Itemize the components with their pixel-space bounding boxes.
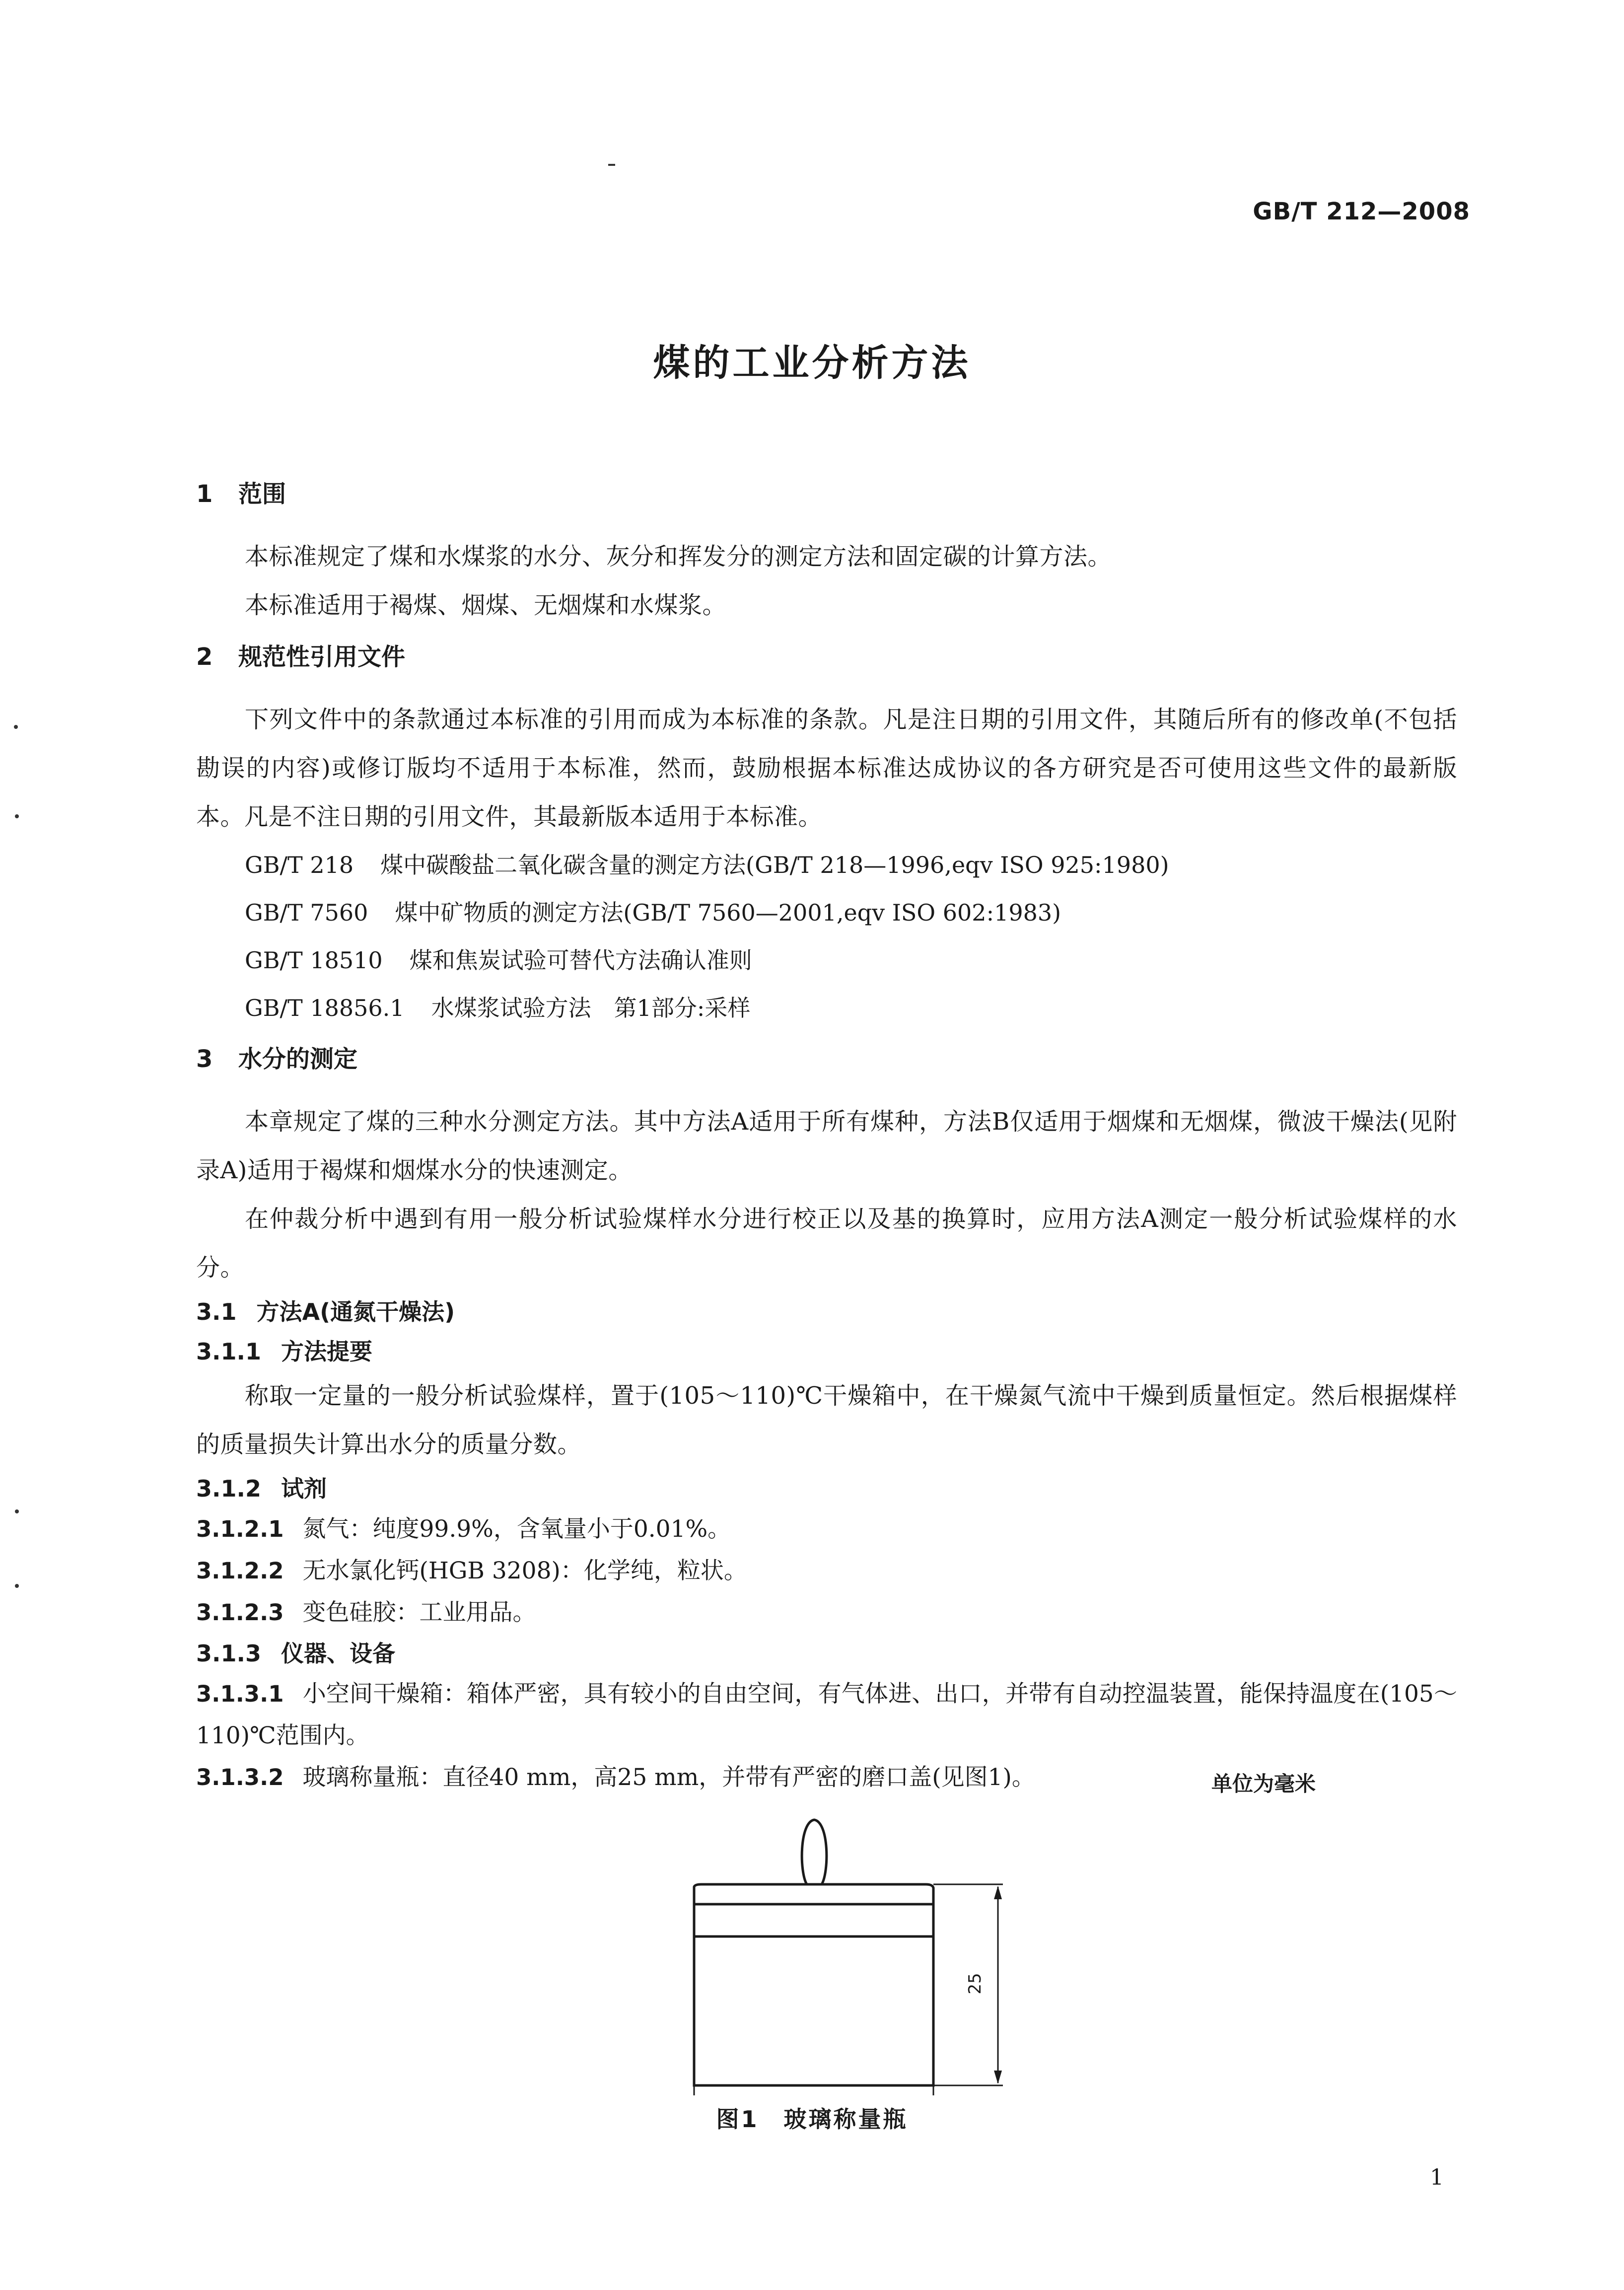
reference-item [196, 841, 1457, 889]
scan-speck [15, 1509, 19, 1513]
clause-number: 3.1.3.2 [196, 1764, 284, 1790]
clause-text: 玻璃称量瓶：直径40 mm，高25 mm，并带有严密的磨口盖(见图1)。 [302, 1764, 1035, 1791]
bottle-knob [802, 1820, 827, 1884]
page-number: 1 [1430, 2165, 1444, 2190]
clause-item [196, 1550, 1457, 1592]
reference-item [196, 936, 1457, 984]
subsection-title: 仪器、设备 [281, 1640, 395, 1667]
clause-number: 3.1.2.1 [196, 1516, 284, 1542]
paragraph: 下列文件中的条款通过本标准的引用而成为本标准的条款。凡是注日期的引用文件，其随后所有的修改单(不包括勘误的内容)或修订版均不适用于本标准，然而，鼓励根据本标准达成协议的各方研究是否可使用这些文件的最新版本。凡是不注日期的引用文件，其最新版本适用于本标准。 [196, 706, 1457, 831]
section-3-heading [196, 1042, 1457, 1076]
reference-item [196, 889, 1457, 936]
section-number: 3 [196, 1045, 213, 1073]
reference-code: GB/T 218 [245, 852, 354, 878]
reference-title: 煤中矿物质的测定方法(GB/T 7560—2001,eqv ISO 602:1983) [395, 899, 1061, 926]
section-title: 范围 [238, 480, 286, 508]
clause-text: 小空间干燥箱：箱体严密，具有较小的自由空间，有气体进、出口，并带有自动控温装置，能保持温度在(105～110)℃范围内。 [196, 1680, 1457, 1749]
reference-title: 煤中碳酸盐二氧化碳含量的测定方法(GB/T 218—1996,eqv ISO 925:1980) [380, 852, 1169, 878]
clause-number: 3.1.3.1 [196, 1681, 284, 1707]
subsection-title: 方法提要 [281, 1338, 372, 1365]
section-2-heading [196, 640, 1457, 674]
paragraph: 本标准规定了煤和水煤浆的水分、灰分和挥发分的测定方法和固定碳的计算方法。 [245, 543, 1112, 571]
subsection-heading [196, 1332, 1457, 1371]
paragraph: 称取一定量的一般分析试验煤样，置于(105～110)℃干燥箱中，在干燥氮气流中干燥到质量恒定。然后根据煤样的质量损失计算出水分的质量分数。 [196, 1382, 1457, 1458]
reference-code: GB/T 18856.1 [245, 995, 405, 1021]
section-number: 1 [196, 480, 213, 508]
clause-item [196, 1592, 1457, 1634]
reference-title: 水煤浆试验方法 第1部分:采样 [431, 995, 751, 1021]
subsection-title: 试剂 [281, 1475, 327, 1502]
clause-number: 3.1.2.2 [196, 1558, 284, 1584]
standard-code: GB/T 212—2008 [1253, 198, 1470, 225]
paragraph: 在仲裁分析中遇到有用一般分析试验煤样水分进行校正以及基的换算时，应用方法A测定一般分析试验煤样的水分。 [196, 1205, 1457, 1282]
document-title: 煤的工业分析方法 [653, 342, 971, 384]
reference-code: GB/T 18510 [245, 947, 383, 974]
subsection-heading [196, 1292, 1457, 1332]
section-title: 规范性引用文件 [238, 643, 406, 671]
section-number: 2 [196, 643, 213, 671]
height-dimension-label: 25 [965, 1973, 985, 1995]
figure-caption: 图1 玻璃称量瓶 [716, 2106, 908, 2133]
section-1-heading [196, 477, 1457, 511]
paragraph: 本标准适用于褐煤、烟煤、无烟煤和水煤浆。 [245, 591, 727, 619]
scan-speck [15, 814, 19, 818]
weighing-bottle-drawing [655, 1797, 1062, 2095]
bottle-lid [694, 1884, 933, 1904]
subsection-heading [196, 1469, 1457, 1508]
subsection-number: 3.1 [196, 1298, 237, 1325]
clause-text: 氮气：纯度99.9%，含氧量小于0.01%。 [302, 1515, 731, 1543]
unit-note: 单位为毫米 [1211, 1772, 1316, 1796]
clause-number: 3.1.2.3 [196, 1599, 284, 1626]
subsection-number: 3.1.1 [196, 1338, 261, 1365]
subsection-title: 方法A(通氮干燥法) [256, 1298, 455, 1325]
scan-speck [15, 1584, 19, 1588]
reference-title: 煤和焦炭试验可替代方法确认准则 [409, 947, 752, 974]
subsection-number: 3.1.2 [196, 1475, 261, 1502]
bottle-body [694, 1904, 933, 2085]
clause-item [196, 1673, 1457, 1757]
scan-speck [608, 164, 615, 166]
reference-item [196, 984, 1457, 1032]
clause-text: 变色硅胶：工业用品。 [302, 1599, 536, 1626]
subsection-number: 3.1.3 [196, 1640, 261, 1667]
paragraph: 本章规定了煤的三种水分测定方法。其中方法A适用于所有煤种，方法B仅适用于烟煤和无烟煤，微波干燥法(见附录A)适用于褐煤和烟煤水分的快速测定。 [196, 1108, 1457, 1184]
clause-text: 无水氯化钙(HGB 3208)：化学纯，粒状。 [302, 1557, 747, 1584]
scan-speck [14, 725, 18, 729]
subsection-heading [196, 1634, 1457, 1673]
document-body [196, 477, 1457, 1798]
reference-code: GB/T 7560 [245, 899, 368, 926]
clause-item [196, 1508, 1457, 1550]
section-title: 水分的测定 [238, 1045, 358, 1073]
